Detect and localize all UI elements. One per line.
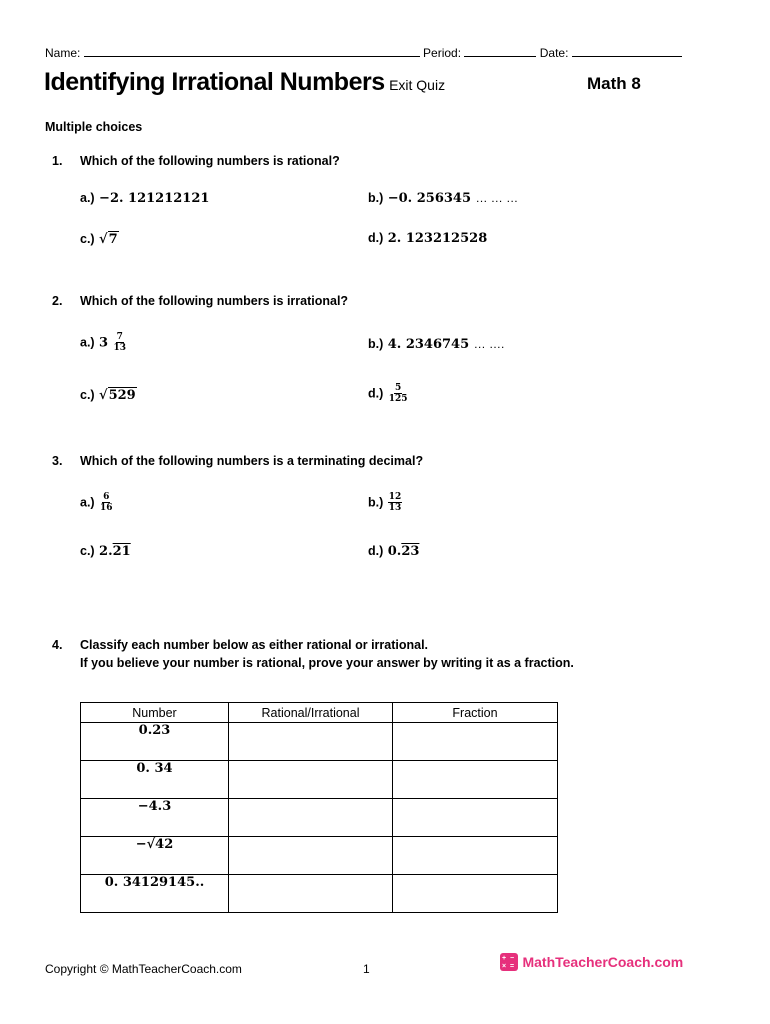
table-row <box>81 723 558 761</box>
copyright: Copyright © MathTeacherCoach.com <box>45 962 242 976</box>
fraction-cell[interactable] <box>393 761 558 799</box>
course-label: Math 8 <box>587 74 641 93</box>
option-ellipsis: … … … <box>475 191 519 205</box>
classification-cell[interactable] <box>229 723 393 761</box>
repeating-digits: 23 <box>401 544 420 559</box>
fraction <box>388 492 403 513</box>
option-value: 4. 2346745 <box>387 337 470 352</box>
fraction <box>113 332 128 353</box>
radicand: 42 <box>155 837 174 852</box>
title-main: Identifying Irrational Numbers <box>44 68 385 96</box>
option-label: a.) <box>80 335 95 350</box>
decimal-int: 2. <box>99 544 113 559</box>
brand-logo <box>500 953 683 971</box>
q1-option-a[interactable] <box>80 189 209 207</box>
sqrt-expression: √529 <box>99 388 136 403</box>
classification-cell[interactable] <box>229 875 393 913</box>
col-header-classification: Rational/Irrational <box>229 703 393 723</box>
repeating-digits: 23 <box>152 723 171 738</box>
q1-option-c[interactable] <box>80 230 119 248</box>
number-cell: 0.23 <box>81 723 229 761</box>
option-value: −2. 121212121 <box>99 191 210 206</box>
table-header-row <box>81 703 558 723</box>
q3-option-b[interactable] <box>368 492 402 513</box>
period-blank[interactable] <box>464 56 536 57</box>
name-label: Name: <box>45 46 81 60</box>
decimal-int: 0. <box>387 544 402 559</box>
numerator: 5 <box>395 383 402 393</box>
section-title: Multiple choices <box>45 120 143 134</box>
classification-cell[interactable] <box>229 761 393 799</box>
q2-text: Which of the following numbers is irrational? <box>80 294 349 308</box>
radicand: 529 <box>108 388 136 403</box>
period-label: Period: <box>423 46 462 60</box>
q1-option-d[interactable] <box>368 229 487 247</box>
repeating-digits: 21 <box>112 544 131 559</box>
date-blank[interactable] <box>572 56 682 57</box>
option-ellipsis: … …. <box>473 337 505 351</box>
numerator: 6 <box>103 492 110 502</box>
q3-option-d[interactable] <box>368 542 419 560</box>
number-cell: 0. 34 <box>81 761 229 799</box>
fraction <box>99 492 114 513</box>
option-label: c.) <box>80 544 95 558</box>
q2-option-b[interactable] <box>368 335 504 353</box>
mixed-whole: 3 <box>99 335 109 351</box>
radicand: 7 <box>108 232 118 247</box>
brand-name: MathTeacherCoach.com <box>522 954 684 970</box>
option-label: c.) <box>80 388 95 402</box>
q2-option-c[interactable] <box>80 386 137 404</box>
numerator: 12 <box>388 492 402 502</box>
fraction-cell[interactable] <box>393 799 558 837</box>
repeating-digits: 3 <box>162 799 172 814</box>
title-sub: Exit Quiz <box>389 77 446 93</box>
classification-cell[interactable] <box>229 837 393 875</box>
header-fields <box>45 46 682 60</box>
fraction-cell[interactable] <box>393 875 558 913</box>
option-label: b.) <box>368 337 384 351</box>
denominator: 13 <box>388 503 402 513</box>
q1-text: Which of the following numbers is rational? <box>80 154 340 168</box>
q2-number: 2. <box>52 294 63 308</box>
q4-line2: If you believe your number is rational, prove your answer by writing it as a fraction. <box>80 656 574 670</box>
date-label: Date: <box>539 46 569 60</box>
q3-option-a[interactable] <box>80 492 114 513</box>
q4-number: 4. <box>52 638 63 652</box>
option-value: −0. 256345 <box>387 191 471 206</box>
number-cell: −√42 <box>81 837 229 875</box>
q3-option-c[interactable] <box>80 542 131 560</box>
q4-line1: Classify each number below as either rational or irrational. <box>80 638 429 652</box>
option-label: d.) <box>368 231 384 245</box>
sqrt-expression: √7 <box>99 232 118 247</box>
table-row <box>81 875 558 913</box>
number-cell: −4.3 <box>81 799 229 837</box>
option-label: d.) <box>368 386 384 401</box>
fraction-cell[interactable] <box>393 723 558 761</box>
name-blank[interactable] <box>84 56 420 57</box>
q2-option-a[interactable] <box>80 332 127 353</box>
number-cell: 0. 34129145.. <box>81 875 229 913</box>
option-label: a.) <box>80 495 95 510</box>
calculator-icon: + − × = <box>500 953 518 971</box>
table-row <box>81 761 558 799</box>
option-label: b.) <box>368 191 384 205</box>
fraction <box>388 383 409 404</box>
table-row <box>81 837 558 875</box>
page-title <box>44 68 445 97</box>
option-label: a.) <box>80 191 95 205</box>
numerator: 7 <box>116 332 123 342</box>
col-header-number: Number <box>81 703 229 723</box>
q1-option-b[interactable] <box>368 189 518 207</box>
option-label: c.) <box>80 232 95 246</box>
q3-number: 3. <box>52 454 63 468</box>
page-number: 1 <box>363 962 370 976</box>
denominator: 125 <box>388 394 408 404</box>
classification-cell[interactable] <box>229 799 393 837</box>
table-row <box>81 799 558 837</box>
option-label: d.) <box>368 544 384 558</box>
denominator: 16 <box>100 503 113 513</box>
option-value: 2. 123212528 <box>387 231 488 246</box>
q3-text: Which of the following numbers is a terminating decimal? <box>80 454 424 468</box>
classify-table <box>80 702 558 913</box>
q2-option-d[interactable] <box>368 383 409 404</box>
fraction-cell[interactable] <box>393 837 558 875</box>
denominator: 13 <box>113 343 127 353</box>
q1-number: 1. <box>52 154 63 168</box>
col-header-fraction: Fraction <box>393 703 558 723</box>
option-label: b.) <box>368 495 384 510</box>
